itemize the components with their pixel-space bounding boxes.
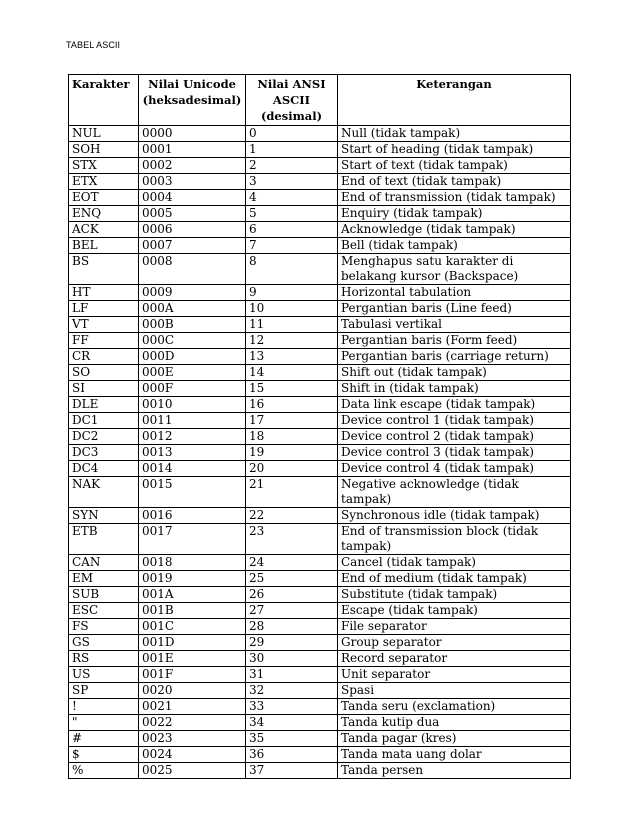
cell-karakter: DC2: [69, 429, 139, 445]
cell-unicode: 000E: [139, 365, 246, 381]
table-row: [69, 619, 571, 635]
cell-ansi: 28: [246, 619, 338, 635]
page-header: TABEL ASCII: [66, 40, 121, 50]
cell-karakter: SO: [69, 365, 139, 381]
cell-karakter: EOT: [69, 190, 139, 206]
cell-ansi: 0: [246, 126, 338, 142]
cell-unicode: 001C: [139, 619, 246, 635]
table-row: [69, 667, 571, 683]
cell-karakter: CAN: [69, 555, 139, 571]
table-row: [69, 413, 571, 429]
cell-ansi: 17: [246, 413, 338, 429]
cell-keterangan: Pergantian baris (carriage return): [338, 349, 571, 365]
cell-ansi: 16: [246, 397, 338, 413]
cell-unicode: 0019: [139, 571, 246, 587]
table-row: [69, 429, 571, 445]
table-row: [69, 683, 571, 699]
cell-unicode: 0016: [139, 508, 246, 524]
cell-unicode: 0008: [139, 254, 246, 285]
cell-keterangan: Tanda mata uang dolar: [338, 747, 571, 763]
cell-karakter: FF: [69, 333, 139, 349]
table-row: [69, 651, 571, 667]
table-row: [69, 206, 571, 222]
cell-karakter: NAK: [69, 477, 139, 508]
table-row: [69, 555, 571, 571]
cell-ansi: 5: [246, 206, 338, 222]
cell-karakter: VT: [69, 317, 139, 333]
cell-karakter: STX: [69, 158, 139, 174]
cell-keterangan: End of text (tidak tampak): [338, 174, 571, 190]
cell-keterangan: Start of text (tidak tampak): [338, 158, 571, 174]
table-row: [69, 699, 571, 715]
cell-keterangan: Tanda persen: [338, 763, 571, 779]
cell-keterangan: Shift in (tidak tampak): [338, 381, 571, 397]
cell-unicode: 0005: [139, 206, 246, 222]
cell-keterangan: End of medium (tidak tampak): [338, 571, 571, 587]
cell-unicode: 0024: [139, 747, 246, 763]
cell-ansi: 24: [246, 555, 338, 571]
cell-unicode: 0011: [139, 413, 246, 429]
cell-keterangan: Shift out (tidak tampak): [338, 365, 571, 381]
cell-ansi: 1: [246, 142, 338, 158]
cell-ansi: 15: [246, 381, 338, 397]
cell-ansi: 23: [246, 524, 338, 555]
cell-unicode: 000B: [139, 317, 246, 333]
cell-karakter: SOH: [69, 142, 139, 158]
cell-karakter: CR: [69, 349, 139, 365]
cell-unicode: 0010: [139, 397, 246, 413]
cell-ansi: 12: [246, 333, 338, 349]
cell-unicode: 0017: [139, 524, 246, 555]
cell-ansi: 11: [246, 317, 338, 333]
cell-unicode: 0004: [139, 190, 246, 206]
cell-karakter: SYN: [69, 508, 139, 524]
cell-karakter: $: [69, 747, 139, 763]
table-row: [69, 142, 571, 158]
cell-unicode: 0020: [139, 683, 246, 699]
cell-keterangan: Device control 1 (tidak tampak): [338, 413, 571, 429]
cell-unicode: 001D: [139, 635, 246, 651]
cell-ansi: 36: [246, 747, 338, 763]
table-body: [69, 126, 571, 779]
cell-karakter: DC4: [69, 461, 139, 477]
cell-karakter: SI: [69, 381, 139, 397]
column-header-unicode: Nilai Unicode (heksadesimal): [139, 75, 246, 126]
cell-ansi: 18: [246, 429, 338, 445]
cell-unicode: 0014: [139, 461, 246, 477]
cell-keterangan: Device control 2 (tidak tampak): [338, 429, 571, 445]
cell-karakter: GS: [69, 635, 139, 651]
cell-ansi: 7: [246, 238, 338, 254]
cell-ansi: 21: [246, 477, 338, 508]
table-row: [69, 126, 571, 142]
table-row: [69, 524, 571, 555]
column-header-ansi: Nilai ANSI ASCII (desimal): [246, 75, 338, 126]
table-row: [69, 222, 571, 238]
cell-unicode: 0013: [139, 445, 246, 461]
cell-ansi: 3: [246, 174, 338, 190]
cell-unicode: 000F: [139, 381, 246, 397]
table-row: [69, 715, 571, 731]
cell-karakter: SUB: [69, 587, 139, 603]
cell-keterangan: Enquiry (tidak tampak): [338, 206, 571, 222]
cell-karakter: !: [69, 699, 139, 715]
cell-ansi: 20: [246, 461, 338, 477]
cell-ansi: 30: [246, 651, 338, 667]
cell-keterangan: Unit separator: [338, 667, 571, 683]
cell-karakter: LF: [69, 301, 139, 317]
cell-ansi: 29: [246, 635, 338, 651]
cell-unicode: 001B: [139, 603, 246, 619]
cell-ansi: 34: [246, 715, 338, 731]
cell-unicode: 0002: [139, 158, 246, 174]
cell-unicode: 0025: [139, 763, 246, 779]
table-row: [69, 461, 571, 477]
cell-unicode: 000D: [139, 349, 246, 365]
table-row: [69, 603, 571, 619]
cell-ansi: 6: [246, 222, 338, 238]
cell-unicode: 000A: [139, 301, 246, 317]
cell-ansi: 27: [246, 603, 338, 619]
cell-unicode: 001F: [139, 667, 246, 683]
cell-unicode: 001E: [139, 651, 246, 667]
cell-karakter: %: [69, 763, 139, 779]
table-row: [69, 397, 571, 413]
cell-ansi: 31: [246, 667, 338, 683]
cell-karakter: BEL: [69, 238, 139, 254]
cell-karakter: ESC: [69, 603, 139, 619]
table-row: [69, 477, 571, 508]
cell-karakter: DC1: [69, 413, 139, 429]
cell-unicode: 0022: [139, 715, 246, 731]
table-row: [69, 365, 571, 381]
table-row: [69, 301, 571, 317]
table-row: [69, 349, 571, 365]
cell-unicode: 0012: [139, 429, 246, 445]
cell-keterangan: Pergantian baris (Line feed): [338, 301, 571, 317]
cell-karakter: ACK: [69, 222, 139, 238]
cell-keterangan: Synchronous idle (tidak tampak): [338, 508, 571, 524]
cell-unicode: 0023: [139, 731, 246, 747]
cell-ansi: 2: [246, 158, 338, 174]
cell-karakter: #: [69, 731, 139, 747]
cell-ansi: 35: [246, 731, 338, 747]
cell-karakter: RS: [69, 651, 139, 667]
cell-keterangan: Null (tidak tampak): [338, 126, 571, 142]
cell-ansi: 33: [246, 699, 338, 715]
cell-unicode: 0000: [139, 126, 246, 142]
cell-keterangan: Substitute (tidak tampak): [338, 587, 571, 603]
table-row: [69, 174, 571, 190]
cell-karakter: SP: [69, 683, 139, 699]
cell-keterangan: Tanda kutip dua: [338, 715, 571, 731]
cell-ansi: 37: [246, 763, 338, 779]
cell-unicode: 0018: [139, 555, 246, 571]
cell-keterangan: Tabulasi vertikal: [338, 317, 571, 333]
cell-ansi: 9: [246, 285, 338, 301]
cell-keterangan: End of transmission (tidak tampak): [338, 190, 571, 206]
cell-keterangan: Device control 4 (tidak tampak): [338, 461, 571, 477]
cell-unicode: 0007: [139, 238, 246, 254]
table-row: [69, 763, 571, 779]
table-row: [69, 285, 571, 301]
cell-karakter: DC3: [69, 445, 139, 461]
table-row: [69, 731, 571, 747]
table-row: [69, 317, 571, 333]
cell-keterangan: Spasi: [338, 683, 571, 699]
cell-unicode: 001A: [139, 587, 246, 603]
table-row: [69, 571, 571, 587]
table-header-row: [69, 75, 571, 126]
cell-keterangan: Group separator: [338, 635, 571, 651]
cell-karakter: HT: [69, 285, 139, 301]
cell-ansi: 10: [246, 301, 338, 317]
table-row: [69, 508, 571, 524]
cell-karakter: DLE: [69, 397, 139, 413]
cell-unicode: 0009: [139, 285, 246, 301]
cell-karakter: NUL: [69, 126, 139, 142]
cell-keterangan: Escape (tidak tampak): [338, 603, 571, 619]
cell-karakter: ETX: [69, 174, 139, 190]
cell-ansi: 13: [246, 349, 338, 365]
cell-unicode: 0015: [139, 477, 246, 508]
cell-keterangan: Bell (tidak tampak): [338, 238, 571, 254]
cell-keterangan: Negative acknowledge (tidak tampak): [338, 477, 571, 508]
cell-unicode: 000C: [139, 333, 246, 349]
table-row: [69, 587, 571, 603]
cell-unicode: 0021: [139, 699, 246, 715]
table-row: [69, 333, 571, 349]
table-row: [69, 747, 571, 763]
cell-karakter: ETB: [69, 524, 139, 555]
cell-keterangan: Data link escape (tidak tampak): [338, 397, 571, 413]
cell-karakter: BS: [69, 254, 139, 285]
cell-ansi: 8: [246, 254, 338, 285]
table-row: [69, 445, 571, 461]
cell-keterangan: Cancel (tidak tampak): [338, 555, 571, 571]
cell-ansi: 14: [246, 365, 338, 381]
column-header-keterangan: Keterangan: [338, 75, 571, 126]
cell-keterangan: Acknowledge (tidak tampak): [338, 222, 571, 238]
cell-keterangan: Pergantian baris (Form feed): [338, 333, 571, 349]
table-row: [69, 190, 571, 206]
table-row: [69, 238, 571, 254]
cell-unicode: 0003: [139, 174, 246, 190]
cell-unicode: 0001: [139, 142, 246, 158]
cell-keterangan: Horizontal tabulation: [338, 285, 571, 301]
cell-keterangan: File separator: [338, 619, 571, 635]
cell-keterangan: Tanda seru (exclamation): [338, 699, 571, 715]
cell-keterangan: Record separator: [338, 651, 571, 667]
table-row: [69, 254, 571, 285]
cell-keterangan: Start of heading (tidak tampak): [338, 142, 571, 158]
cell-ansi: 26: [246, 587, 338, 603]
cell-ansi: 32: [246, 683, 338, 699]
cell-keterangan: Menghapus satu karakter di belakang kursor (Backspace): [338, 254, 571, 285]
cell-ansi: 25: [246, 571, 338, 587]
cell-karakter: FS: [69, 619, 139, 635]
cell-unicode: 0006: [139, 222, 246, 238]
cell-karakter: ": [69, 715, 139, 731]
cell-ansi: 22: [246, 508, 338, 524]
cell-keterangan: End of transmission block (tidak tampak): [338, 524, 571, 555]
cell-ansi: 4: [246, 190, 338, 206]
table-row: [69, 635, 571, 651]
table-row: [69, 158, 571, 174]
cell-karakter: EM: [69, 571, 139, 587]
cell-keterangan: Device control 3 (tidak tampak): [338, 445, 571, 461]
cell-keterangan: Tanda pagar (kres): [338, 731, 571, 747]
cell-karakter: US: [69, 667, 139, 683]
table-row: [69, 381, 571, 397]
cell-ansi: 19: [246, 445, 338, 461]
cell-karakter: ENQ: [69, 206, 139, 222]
column-header-karakter: Karakter: [69, 75, 139, 126]
ascii-table: [68, 74, 571, 779]
